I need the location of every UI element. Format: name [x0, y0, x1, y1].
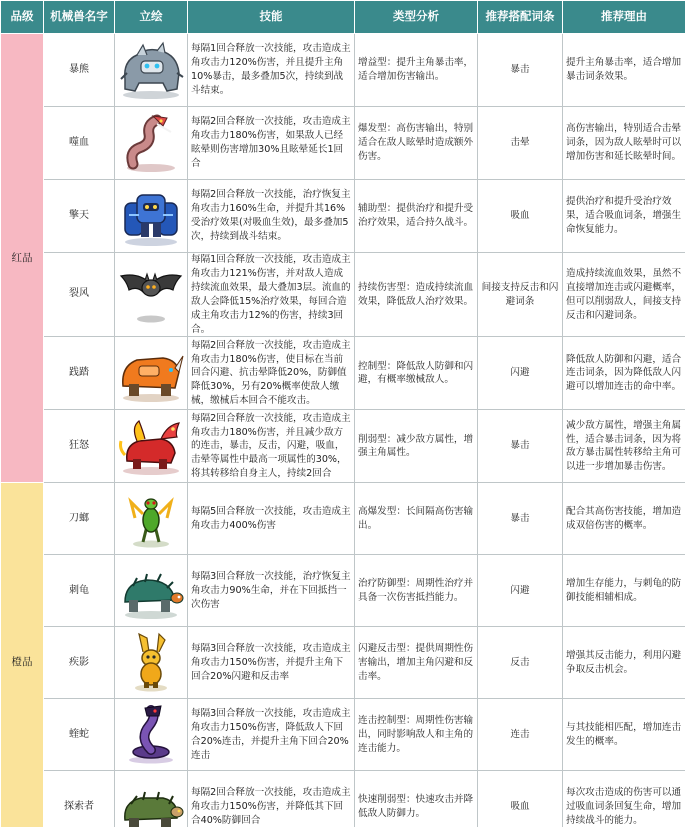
header-grade: 品级 [1, 1, 44, 34]
skill-text: 每隔2回合释放一次技能，治疗恢复主角攻击力160%生命，并提升其16%受治疗效果(对吸血生效)，最多叠加5次，持续到战斗结束。 [188, 180, 355, 253]
skill-text: 每隔3回合释放一次技能，治疗恢复主角攻击力90%生命，并在下回抵挡一次伤害 [188, 555, 355, 627]
skill-text: 每隔2回合释放一次技能，攻击造成主角攻击力180%伤害，如果敌人已经眩晕则伤害增加30%且眩晕延长1回合 [188, 107, 355, 180]
beast-name: 狂怒 [44, 410, 115, 483]
rec-text: 连击 [478, 699, 563, 771]
beast-name: 噬血 [44, 107, 115, 180]
reason-text: 配合其高伤害技能，增加造成双倍伤害的概率。 [563, 483, 685, 555]
header-name: 机械兽名字 [44, 1, 115, 34]
skill-text: 每隔5回合释放一次技能，攻击造成主角攻击力400%伤害 [188, 483, 355, 555]
rec-text: 吸血 [478, 180, 563, 253]
explorer-mech-icon [117, 776, 185, 827]
skill-text: 每隔1回合释放一次技能，攻击造成主角攻击力121%伤害，并对敌人造成持续流血效果，最大叠加3层。流血的敌人会降低15%治疗效果，每回合造成主角攻击力12%的伤害，持续3回合。 [188, 253, 355, 337]
table-row [1, 337, 685, 410]
reason-text: 增强其反击能力，利用闪避争取反击机会。 [563, 627, 685, 699]
beast-art [115, 771, 188, 827]
table-header-row [1, 1, 685, 34]
type-text: 快速削弱型：快速攻击并降低敌人防御力。 [355, 771, 478, 827]
beast-art [115, 107, 188, 180]
worm-mech-icon [117, 112, 185, 174]
beast-name: 裂风 [44, 253, 115, 337]
type-text: 持续伤害型：造成持续流血效果，降低敌人治疗效果。 [355, 253, 478, 337]
beast-art [115, 337, 188, 410]
beast-name: 暴熊 [44, 34, 115, 107]
rec-text: 暴击 [478, 34, 563, 107]
table-row [1, 771, 685, 827]
rec-text: 反击 [478, 627, 563, 699]
dragon-mech-icon [117, 415, 185, 477]
reason-text: 与其技能相匹配，增加连击发生的概率。 [563, 699, 685, 771]
rabbit-mech-icon [117, 632, 185, 694]
header-art: 立绘 [115, 1, 188, 34]
skill-text: 每隔3回合释放一次技能，攻击造成主角攻击力150%伤害，降低敌人下回合20%连击，并提升主角下回合20%连击 [188, 699, 355, 771]
beast-art [115, 483, 188, 555]
skill-text: 每隔2回合释放一次技能，攻击造成主角攻击力180%伤害，并且减少敌方的连击，暴击，反击，闪避，吸血，击晕等属性中最高一项属性的30%，将其转移给自身主人，持续2回合 [188, 410, 355, 483]
reason-text: 减少敌方属性，增强主角属性，适合暴击词条，因为将敌方暴击属性转移给主角可以进一步增加暴击伤害。 [563, 410, 685, 483]
table-row [1, 483, 685, 555]
type-text: 治疗防御型：周期性治疗并具备一次伤害抵挡能力。 [355, 555, 478, 627]
beast-art [115, 555, 188, 627]
beast-art [115, 627, 188, 699]
beast-art [115, 253, 188, 337]
beast-art [115, 34, 188, 107]
rec-text: 击晕 [478, 107, 563, 180]
table-row [1, 34, 685, 107]
skill-text: 每隔2回合释放一次技能，攻击造成主角攻击力150%伤害，并降低其下回合40%防御回合 [188, 771, 355, 827]
type-text: 削弱型：减少敌方属性，增强主角属性。 [355, 410, 478, 483]
skill-text: 每隔2回合释放一次技能，攻击造成主角攻击力180%伤害，使目标在当前回合闪避、抗击晕降低20%，防御值降低30%，另有20%概率使敌人缴械，缴械后本回合不能攻击。 [188, 337, 355, 410]
type-text: 控制型：降低敌人防御和闪避，有概率缴械敌人。 [355, 337, 478, 410]
table-row [1, 627, 685, 699]
beast-art [115, 180, 188, 253]
beast-name: 蝰蛇 [44, 699, 115, 771]
skill-text: 每隔3回合释放一次技能，攻击造成主角攻击力150%伤害，并提升主角下回合20%闪避和反击率 [188, 627, 355, 699]
type-text: 连击控制型：周期性伤害输出，同时影响敌人和主角的连击能力。 [355, 699, 478, 771]
table-row [1, 107, 685, 180]
reason-text: 提供治疗和提升受治疗效果，适合吸血词条，增强生命恢复能力。 [563, 180, 685, 253]
rec-text: 闪避 [478, 337, 563, 410]
reason-text: 造成持续流血效果，虽然不直接增加连击或闪避概率，但可以削弱敌人，间接支持反击和闪避词条。 [563, 253, 685, 337]
type-text: 爆发型：高伤害输出，特别适合在敌人眩晕时造成额外伤害。 [355, 107, 478, 180]
mantis-mech-icon [117, 488, 185, 550]
snake-mech-icon [117, 704, 185, 766]
table-row [1, 253, 685, 337]
header-skill: 技能 [188, 1, 355, 34]
bear-mech-icon [117, 39, 185, 101]
rec-text: 暴击 [478, 410, 563, 483]
type-text: 辅助型：提供治疗和提升受治疗效果，适合持久战斗。 [355, 180, 478, 253]
beast-name: 刺龟 [44, 555, 115, 627]
beast-name: 疾影 [44, 627, 115, 699]
rec-text: 闪避 [478, 555, 563, 627]
reason-text: 降低敌人防御和闪避，适合连击词条，因为降低敌人闪避可以增加连击的命中率。 [563, 337, 685, 410]
type-text: 增益型：提升主角暴击率，适合增加伤害输出。 [355, 34, 478, 107]
grade-cell-orange: 橙品 [1, 483, 44, 827]
table-row [1, 555, 685, 627]
table-row [1, 180, 685, 253]
turtle-mech-icon [117, 560, 185, 622]
header-reason: 推荐理由 [563, 1, 685, 34]
type-text: 高爆发型：长间隔高伤害输出。 [355, 483, 478, 555]
reason-text: 增加生存能力，与刺龟的防御技能相辅相成。 [563, 555, 685, 627]
beast-name: 践踏 [44, 337, 115, 410]
beast-name: 探索者 [44, 771, 115, 827]
beast-art [115, 699, 188, 771]
table-row [1, 410, 685, 483]
rhino-mech-icon [117, 342, 185, 404]
rec-text: 暴击 [478, 483, 563, 555]
rec-text: 吸血 [478, 771, 563, 827]
reason-text: 提升主角暴击率，适合增加暴击词条效果。 [563, 34, 685, 107]
header-rec: 推荐搭配词条 [478, 1, 563, 34]
rec-text: 间接支持反击和闪避词条 [478, 253, 563, 337]
reason-text: 每次攻击造成的伤害可以通过吸血词条回复生命，增加持续战斗的能力。 [563, 771, 685, 827]
titan-mech-icon [117, 185, 185, 247]
type-text: 闪避反击型：提供周期性伤害输出，增加主角闪避和反击率。 [355, 627, 478, 699]
header-type: 类型分析 [355, 1, 478, 34]
reason-text: 高伤害输出，特别适合击晕词条，因为敌人眩晕时可以增加伤害和延长眩晕时间。 [563, 107, 685, 180]
grade-cell-red: 红品 [1, 34, 44, 483]
bat-mech-icon [117, 264, 185, 326]
beast-name: 刀螂 [44, 483, 115, 555]
skill-text: 每隔1回合释放一次技能，攻击造成主角攻击力120%伤害，并且提升主角10%暴击，最多叠加5次，持续到战斗结束。 [188, 34, 355, 107]
beast-name: 擎天 [44, 180, 115, 253]
table-row [1, 699, 685, 771]
beast-art [115, 410, 188, 483]
